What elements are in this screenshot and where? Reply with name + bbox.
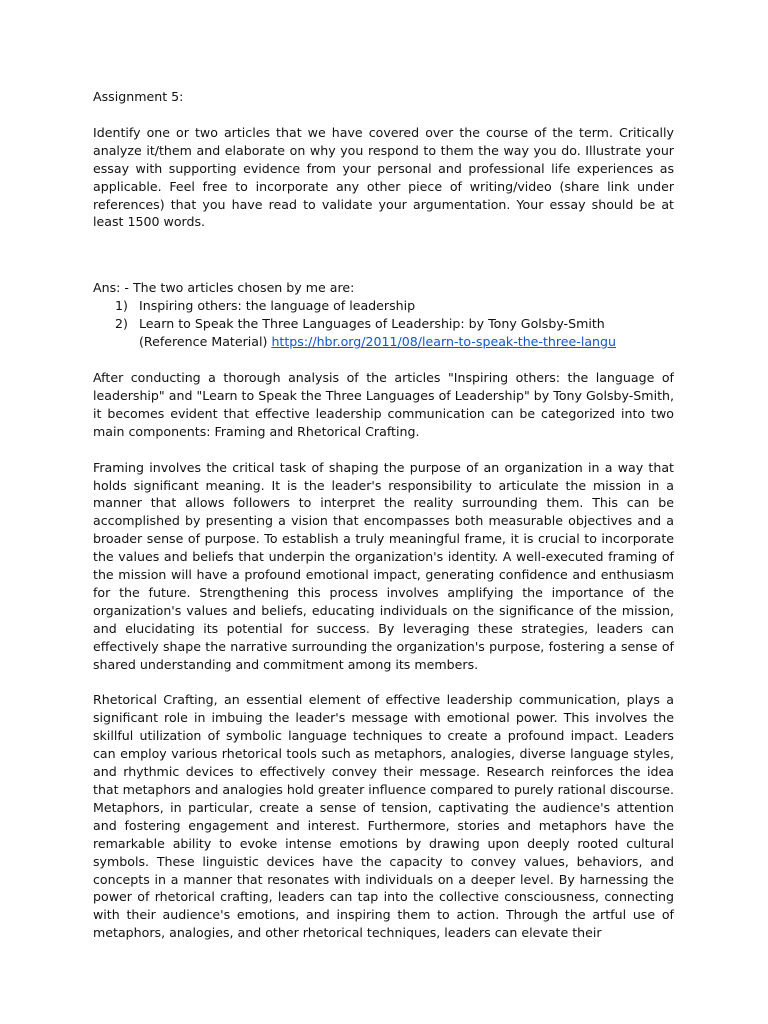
article-title: Inspiring others: the language of leadership xyxy=(139,298,416,314)
answer-intro: Ans: - The two articles chosen by me are: xyxy=(93,280,355,296)
paragraph-summary: After conducting a thorough analysis of the articles "Inspiring others: the language of leadership" and "Learn to Speak the Three Languages of Leadership" by Tony Golsby-Smith, it becomes evident that effective leadership communication can be categorized into two main components: Framing and Rhetorical Crafting. xyxy=(93,369,674,439)
document-body xyxy=(93,88,674,942)
article-item xyxy=(93,297,674,315)
article-number: 1) xyxy=(115,298,128,314)
article-title: Learn to Speak the Three Languages of Leadership: by Tony Golsby-Smith (Reference Material) xyxy=(139,316,605,350)
article-item xyxy=(93,315,674,351)
paragraph-framing: Framing involves the critical task of shaping the purpose of an organization in a way that holds significant meaning. It is the leader's responsibility to articulate the mission in a manner that allows followers to interpret the reality surrounding them. This can be accomplished by presenting a vision that encompasses both measurable objectives and a broader sense of purpose. To establish a truly meaningful frame, it is crucial to incorporate the values and beliefs that underpin the organization's identity. A well-executed framing of the mission will have a profound emotional impact, generating confidence and enthusiasm for the future. Strengthening this process involves amplifying the importance of the organization's values and beliefs, educating individuals on the significance of the mission, and elucidating its potential for success. By leveraging these strategies, leaders can effectively shape the narrative surrounding the organization's purpose, fostering a sense of shared understanding and commitment among its members. xyxy=(93,459,674,672)
article-number: 2) xyxy=(115,316,128,332)
article-list xyxy=(93,297,674,351)
assignment-prompt: Identify one or two articles that we have covered over the course of the term. Critically analyze it/them and elaborate on why you respond to them the way you do. Illustrate your essay with supporting evidence from your personal and professional life experiences as applicable. Feel free to incorporate any other piece of writing/video (share link under references) that you have read to validate your argumentation. Your essay should be at least 1500 words. xyxy=(93,124,674,230)
paragraph-rhetorical-crafting: Rhetorical Crafting, an essential element of effective leadership communication, plays a significant role in imbuing the leader's message with emotional power. This involves the skillful utilization of symbolic language techniques to create a profound impact. Leaders can employ various rhetorical tools such as metaphors, analogies, diverse language styles, and rhythmic devices to effectively convey their message. Research reinforces the idea that metaphors and analogies hold greater influence compared to purely rational discourse. Metaphors, in particular, create a sense of tension, captivating the audience's attention and fostering engagement and interest. Furthermore, stories and metaphors have the remarkable ability to evoke intense emotions by drawing upon deeply rooted cultural symbols. These linguistic devices have the capacity to convey values, behaviors, and concepts in a manner that resonates with individuals on a deeper level. By harnessing the power of rhetorical crafting, leaders can tap into the collective consciousness, connecting with their audience's emotions, and inspiring them to action. Through the artful use of metaphors, analogies, and other rhetorical techniques, leaders can elevate their xyxy=(93,692,674,941)
reference-link[interactable]: https://hbr.org/2011/08/learn-to-speak-the-three-langu xyxy=(271,334,617,350)
assignment-title: Assignment 5: xyxy=(93,89,184,104)
